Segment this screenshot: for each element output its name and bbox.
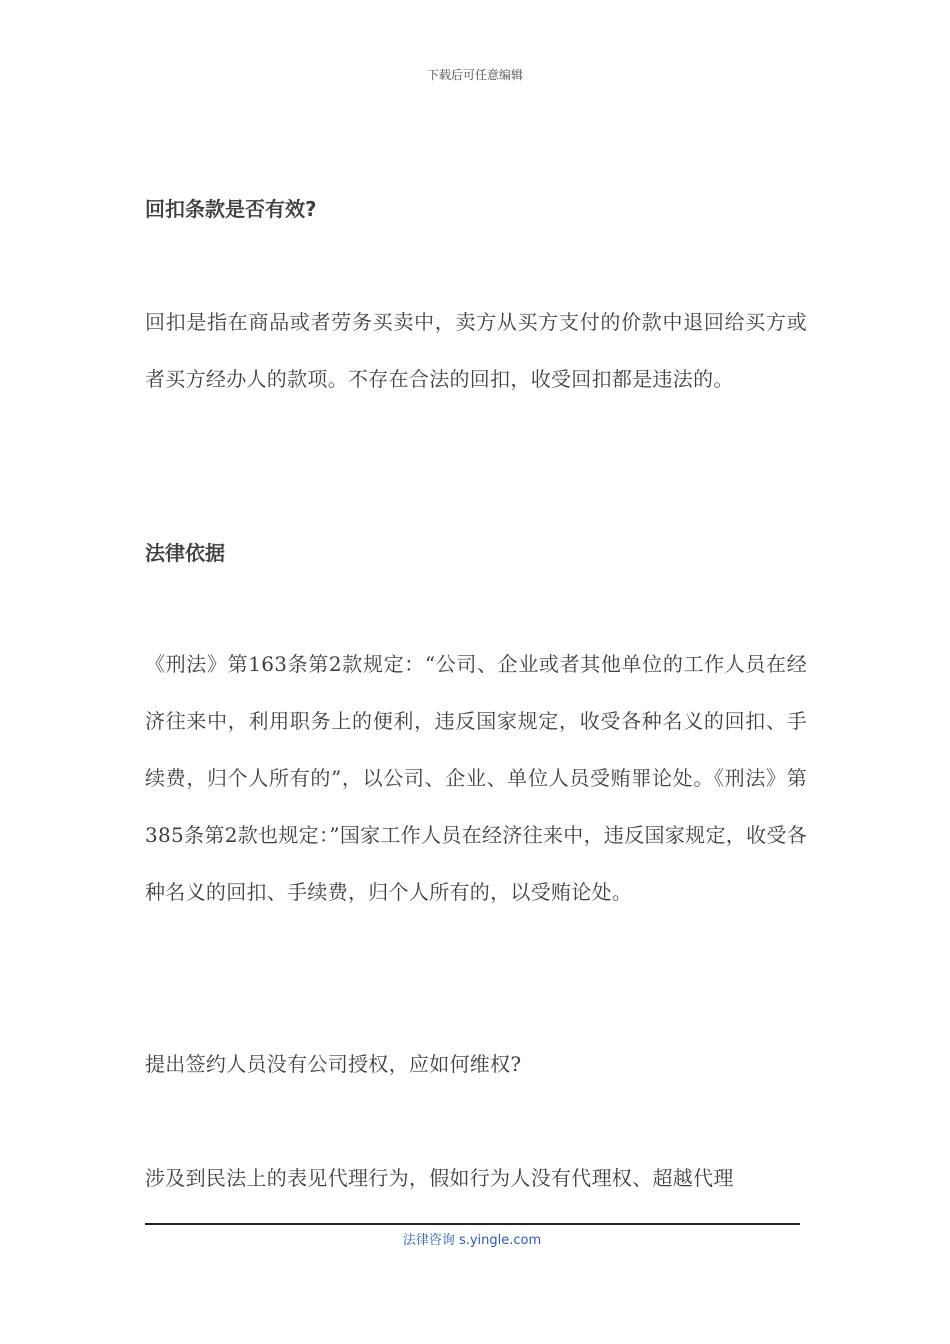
footer-divider	[145, 1223, 800, 1225]
section-heading-rebate-validity: 回扣条款是否有效?	[145, 197, 317, 221]
paragraph-signatory-question: 提出签约人员没有公司授权，应如何维权?	[145, 1052, 522, 1076]
paragraph-criminal-law-articles: 《刑法》第163条第2款规定：“公司、企业或者其他单位的工作人员在经济往来中，利用职务上的便利，违反国家规定，收受各种名义的回扣、手续费，归个人所有的”，以公司、企业、单位人员受贿罪论处。《刑法》第385条第2款也规定：”国家工作人员在经济往来中，违反国家规定，收受各种名义的回扣、手续费，归个人所有的，以受贿论处。	[145, 652, 807, 904]
footer-consult-link[interactable]: 法律咨询 s.yingle.com	[402, 1233, 542, 1248]
page-header: 下载后可任意编辑	[426, 68, 523, 82]
section-heading-legal-basis: 法律依据	[145, 541, 225, 565]
paragraph-rebate-definition: 回扣是指在商品或者劳务买卖中，卖方从买方支付的价款中退回给买方或者买方经办人的款项。不存在合法的回扣，收受回扣都是违法的。	[145, 310, 807, 391]
paragraph-apparent-agency: 涉及到民法上的表见代理行为，假如行为人没有代理权、超越代理	[145, 1166, 734, 1190]
